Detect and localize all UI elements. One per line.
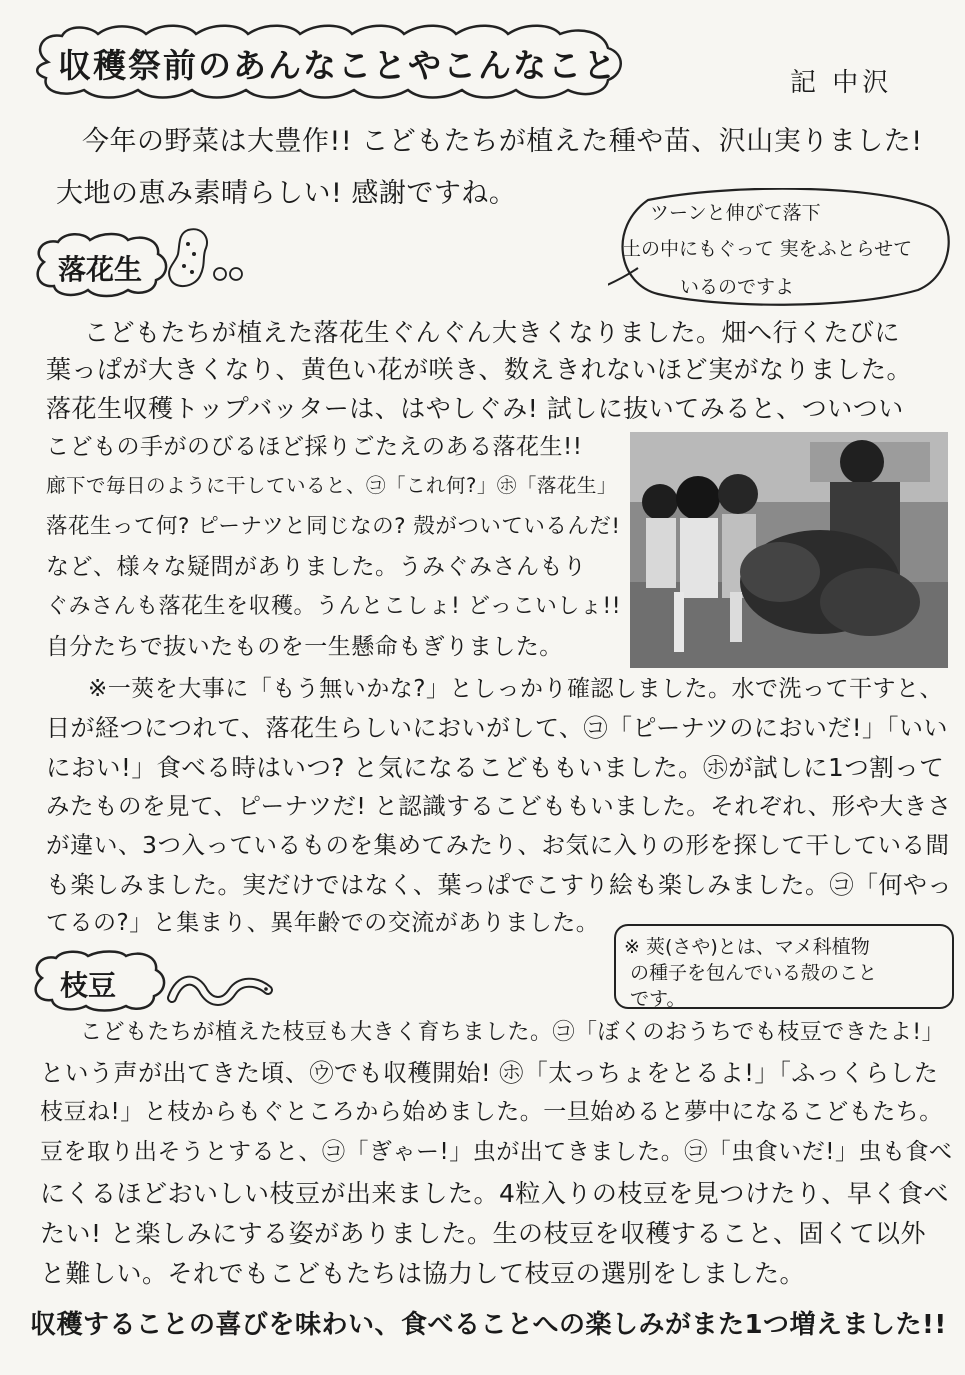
peanut-text-line: も楽しみました。実だけではなく、葉っぱでこすり絵も楽しみました。㋙「何やっ <box>46 871 953 899</box>
peanut-text-line: が違い、3つ入っているものを集めてみたり、お気に入りの形を探して干している間 <box>46 831 950 859</box>
peanut-text-line: てるの?」と集まり、異年齢での交流がありました。 <box>46 910 600 936</box>
edamame-text-line: 枝豆ね!」と枝からもぐところから始めました。一旦始めると夢中になるこどもたち。 <box>40 1099 943 1125</box>
peanut-text-line: こどもたちが植えた落花生ぐんぐん大きくなりました。畑へ行くたびに <box>84 318 901 347</box>
peanut-drawing-icon <box>158 224 248 294</box>
peanut-text-line: におい!」食べる時はいつ? と気になるこどももいました。㋭が試しに1つ割って <box>46 753 945 782</box>
peanut-heading: 落花生 <box>58 253 143 286</box>
intro-line-1: 今年の野菜は大豊作!! こどもたちが植えた種や苗、沢山実りました! <box>82 126 923 157</box>
edamame-text-line: という声が出てきた頃、㋒でも収穫開始! ㋭「太っちょをとるよ!」「ふっくらした <box>40 1059 939 1087</box>
peanut-side-line: 落花生って何? ピーナツと同じなの? 殻がついているんだ! <box>46 514 621 539</box>
edamame-text-line: 豆を取り出そうとすると、㋙「ぎゃー!」虫が出てきました。㋙「虫食いだ!」虫も食べ <box>40 1139 953 1165</box>
peanut-text-line: 落花生収穫トップバッターは、はやしぐみ! 試しに抜いてみると、ついつい <box>46 394 904 423</box>
peanut-side-line: こどもの手がのびるほど採りごたえのある落花生!! <box>46 434 583 460</box>
bubble-line-2: 土の中にもぐって 実をふとらせて <box>622 238 913 260</box>
peanut-side-line: ぐみさんも落花生を収穫。うんとこしょ! どっこいしょ!! <box>46 594 622 619</box>
peanut-side-line: 廊下で毎日のように干していると、㋙「これ何?」㋭「落花生」 <box>46 474 617 497</box>
peanut-text-line: 日が経つにつれて、落花生らしいにおいがして、㋙「ピーナツのにおいだ!」「いい <box>46 714 948 742</box>
edamame-text-line: たい! と楽しみにする姿がありました。生の枝豆を収穫すること、固くて以外 <box>40 1219 926 1248</box>
edamame-text-line: こどもたちが植えた枝豆も大きく育ちました。㋙「ぼくのおうちでも枝豆できたよ!」 <box>80 1020 945 1045</box>
harvest-photo <box>630 432 948 668</box>
note-line-3: です。 <box>630 988 686 1010</box>
peanut-text-line: みたものを見て、ピーナツだ! と認識するこどももいました。それぞれ、形や大きさ <box>46 792 952 820</box>
author: 記 中沢 <box>790 68 893 98</box>
peanut-text-line: ※一莢を大事に「もう無いかな?」としっかり確認しました。水で洗って干すと、 <box>88 676 943 702</box>
peanut-side-line: など、様々な疑問がありました。うみぐみさんもり <box>46 554 587 580</box>
note-line-2: の種子を包んでいる殻のこと <box>630 962 878 984</box>
closing-line: 収穫することの喜びを味わい、食べることへの楽しみがまた1つ増えました!! <box>30 1310 947 1340</box>
bubble-line-3: いるのですよ <box>680 276 795 298</box>
worm-drawing-icon <box>166 970 276 1010</box>
page-title: 収穫祭前のあんなことやこんなこと <box>58 46 618 85</box>
intro-line-2: 大地の恵み素晴らしい! 感謝ですね。 <box>56 178 517 209</box>
note-line-1: ※ 莢(さや)とは、マメ科植物 <box>624 936 870 958</box>
edamame-heading: 枝豆 <box>60 969 117 1002</box>
edamame-text-line: と難しい。それでもこどもたちは協力して枝豆の選別をしました。 <box>40 1259 806 1288</box>
bubble-line-1: ツーンと伸びて落下 <box>650 202 821 224</box>
harvest-photo-illustration <box>630 432 948 668</box>
peanut-side-line: 自分たちで抜いたものを一生懸命もぎりました。 <box>46 634 563 660</box>
peanut-text-line: 葉っぱが大きくなり、黄色い花が咲き、数えきれないほど実がなりました。 <box>46 355 913 384</box>
edamame-text-line: にくるほどおいしい枝豆が出来ました。4粒入りの枝豆を見つけたり、早く食べ <box>40 1179 949 1208</box>
